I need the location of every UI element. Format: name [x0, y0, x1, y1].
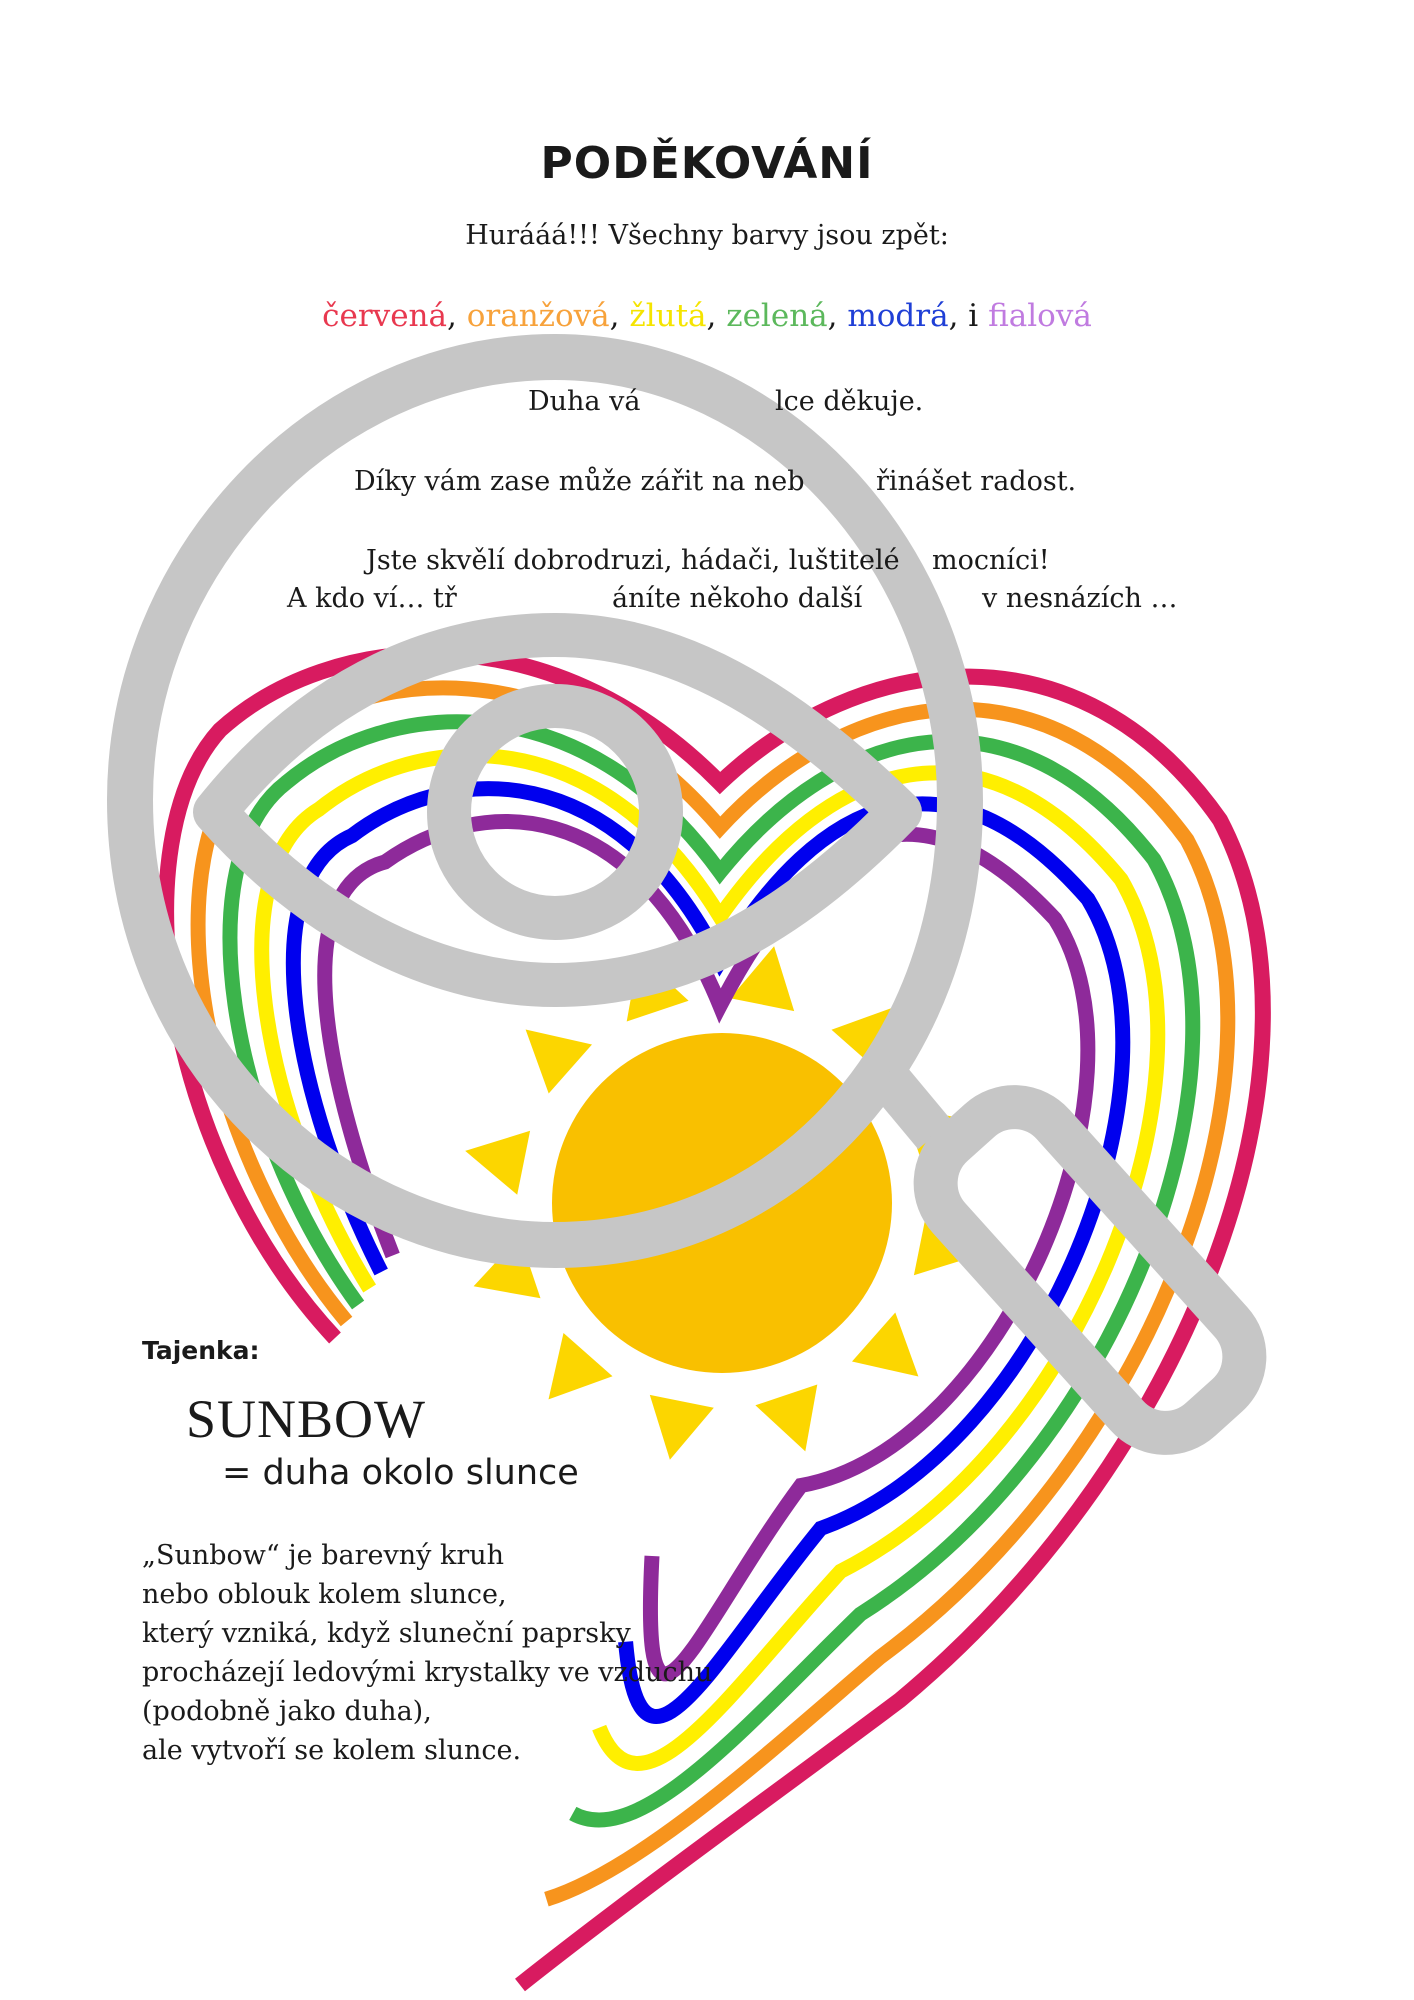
page-title: PODĚKOVÁNÍ [540, 138, 874, 189]
color-orange: oranžová [466, 298, 610, 334]
great-text-right: mocníci! [932, 545, 1050, 576]
shine-text-left: Díky vám zase může zářit na neb [354, 466, 805, 497]
sun-ray [852, 1313, 918, 1377]
sun-ray [650, 1395, 714, 1460]
intro-text: Hurááá!!! Všechny barvy jsou zpět: [465, 220, 949, 251]
sun-ray [465, 1131, 530, 1195]
answer-meaning: = duha okolo slunce [222, 1453, 579, 1493]
who-text-mid: áníte někoho další [612, 583, 863, 614]
color-blue: modrá [847, 298, 949, 334]
sun-ray [549, 1333, 613, 1399]
who-text-left: A kdo ví… tř [287, 583, 457, 614]
color-list: červená, oranžová, žlutá, zelená, modrá, i fialová [322, 298, 1092, 334]
color-yellow: žlutá [629, 298, 707, 334]
sun-ray [755, 1385, 817, 1452]
answer-word: SUNBOW [186, 1389, 427, 1449]
tajenka-label: Tajenka: [142, 1336, 260, 1365]
sun-ray [526, 1030, 592, 1094]
color-purple: fialová [988, 298, 1092, 334]
sunbow-description: „Sunbow“ je barevný kruh nebo oblouk kolem slunce, který vzniká, když sluneční paprsky procházejí ledovými krystalky ve vzduchu (podobně jako duha), ale vytvoří se kolem slunce. [142, 1540, 713, 1766]
thanks-text-right: lce děkuje. [775, 386, 924, 417]
thanks-text-left: Duha vá [528, 386, 641, 417]
color-joiner: i [968, 298, 979, 334]
shine-text-right: řinášet radost. [876, 466, 1077, 497]
color-green: zelená [726, 298, 828, 334]
great-text-left: Jste skvělí dobrodruzi, hádači, luštitelé [366, 545, 900, 576]
color-red: červená [322, 298, 448, 334]
who-text-right: v nesnázích … [982, 583, 1178, 614]
